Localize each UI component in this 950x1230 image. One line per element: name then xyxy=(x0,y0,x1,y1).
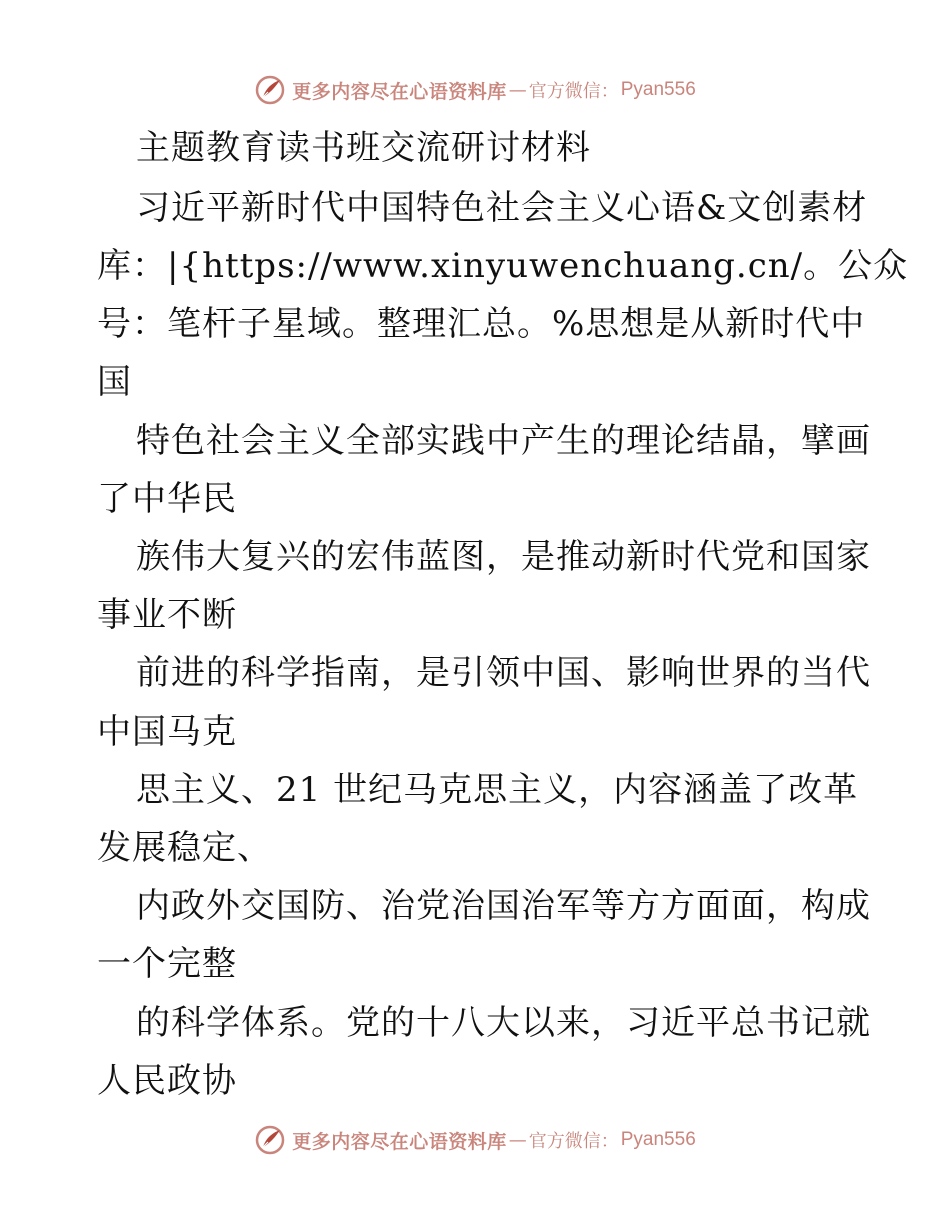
text-line: 库：|{https://www.xinyuwenchuang.cn/。公众 xyxy=(97,246,909,286)
text-line: 一个完整 xyxy=(97,944,237,984)
text-line: 内政外交国防、治党治国治军等方方面面，构成 xyxy=(136,886,871,926)
watermark-official-label: 官方微信： xyxy=(528,81,619,102)
feather-pen-seal-icon xyxy=(254,1124,286,1156)
document-title: 主题教育读书班交流研讨材料 xyxy=(136,128,591,168)
text-line: 号：笔杆子星域。整理汇总。%思想是从新时代中 xyxy=(97,304,866,344)
text-line: 国 xyxy=(97,362,132,402)
text-line: 的科学体系。党的十八大以来，习近平总书记就 xyxy=(136,1003,871,1043)
watermark-official-label: 官方微信： xyxy=(528,1131,619,1152)
text-line: 思主义、21 世纪马克思主义，内容涵盖了改革 xyxy=(136,770,859,810)
text-line: 事业不断 xyxy=(97,595,237,635)
header-watermark xyxy=(0,70,950,110)
text-line: 了中华民 xyxy=(97,479,237,519)
text-line: 中国马克 xyxy=(97,712,237,752)
text-line: 特色社会主义全部实践中产生的理论结晶，擘画 xyxy=(136,421,871,461)
text-line: 族伟大复兴的宏伟蓝图，是推动新时代党和国家 xyxy=(136,537,871,577)
watermark-separator: — xyxy=(508,1129,527,1151)
watermark-text: 更多内容尽在心语资料库 xyxy=(292,80,507,103)
watermark-wechat-id: Pyan556 xyxy=(620,79,696,100)
text-line: 发展稳定、 xyxy=(97,828,272,868)
text-line: 习近平新时代中国特色社会主义心语&文创素材 xyxy=(136,188,868,228)
watermark-wechat-id: Pyan556 xyxy=(620,1129,696,1150)
watermark-text: 更多内容尽在心语资料库 xyxy=(292,1130,507,1153)
feather-pen-seal-icon xyxy=(254,74,286,106)
watermark-separator: — xyxy=(508,79,527,101)
text-line: 人民政协 xyxy=(97,1061,237,1101)
footer-watermark xyxy=(0,1120,950,1160)
text-line: 前进的科学指南，是引领中国、影响世界的当代 xyxy=(136,653,871,693)
